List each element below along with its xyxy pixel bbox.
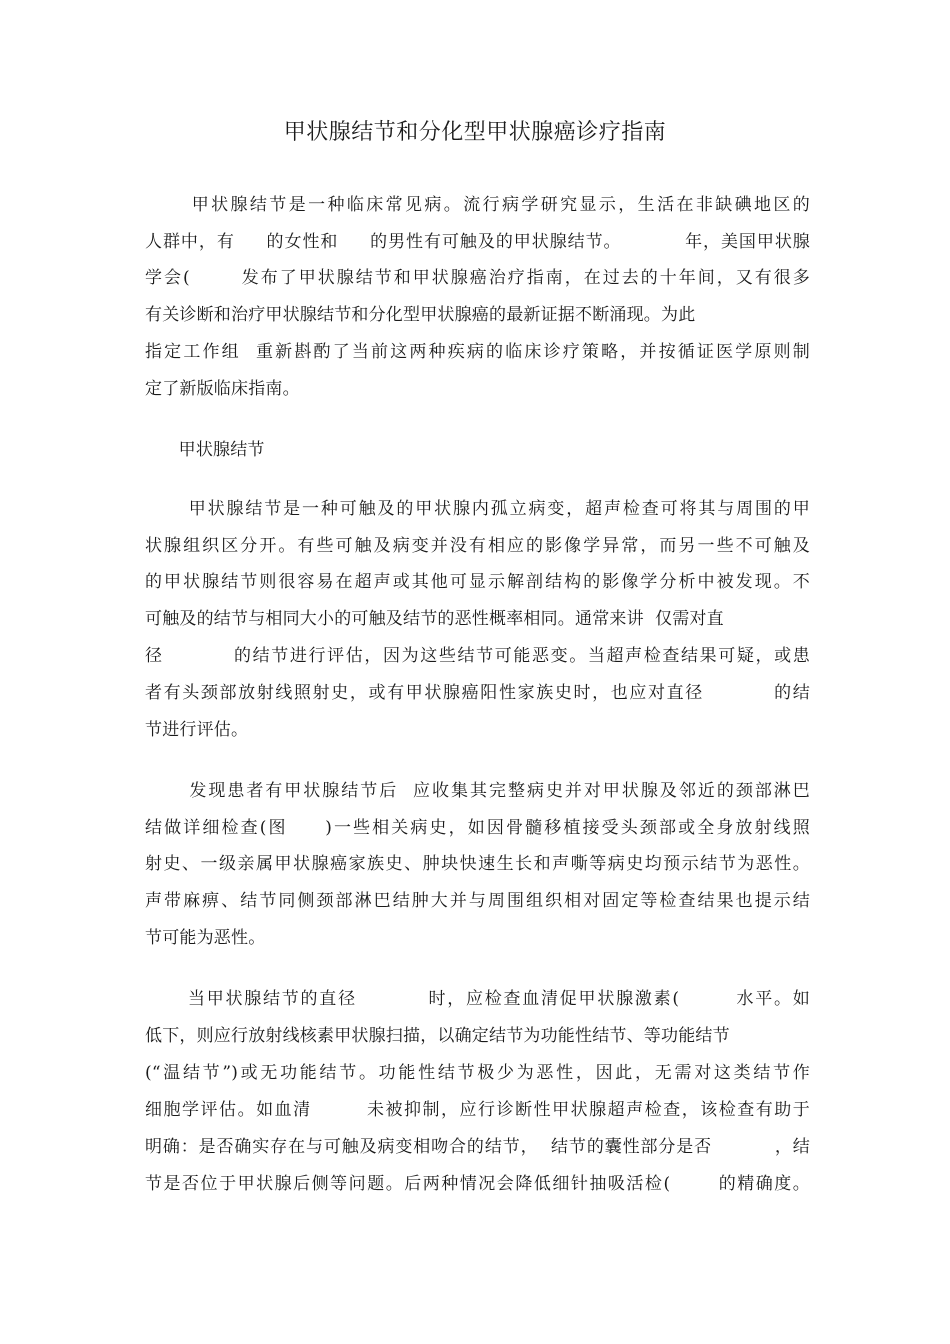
paragraph-line: 结做详细检查(图 )一些相关病史，如因骨髓移植接受头颈部或全身放射线照 <box>145 818 810 838</box>
paragraph-line: 指定工作组 重新斟酌了当前这两种疾病的临床诊疗策略，并按循证医学原则制 <box>145 342 810 362</box>
section-heading: 甲状腺结节 <box>145 440 265 460</box>
paragraph-line: 明确：是否确实存在与可触及病变相吻合的结节， 结节的囊性部分是否 ，结 <box>145 1137 810 1157</box>
paragraph-line: 可触及的结节与相同大小的可触及结节的恶性概率相同。通常来讲 仅需对直 <box>145 609 724 629</box>
paragraph-line: 人群中，有 的女性和 的男性有可触及的甲状腺结节。 年，美国甲状腺 <box>145 232 810 252</box>
paragraph-line: 节可能为恶性。 <box>145 928 266 948</box>
paragraph-line: (“温结节”)或无功能结节。功能性结节极少为恶性，因此，无需对这类结节作 <box>145 1063 810 1083</box>
paragraph-line: 细胞学评估。如血清 未被抑制，应行诊断性甲状腺超声检查，该检查有助于 <box>145 1100 810 1120</box>
paragraph-line: 射史、一级亲属甲状腺癌家族史、肿块快速生长和声嘶等病史均预示结节为恶性。 <box>145 854 810 874</box>
page-title: 甲状腺结节和分化型甲状腺癌诊疗指南 <box>283 120 667 145</box>
paragraph-line: 者有头颈部放射线照射史，或有甲状腺癌阳性家族史时，也应对直径 的结 <box>145 683 810 703</box>
paragraph-line: 节是否位于甲状腺后侧等问题。后两种情况会降低细针抽吸活检( 的精确度。 <box>145 1174 810 1194</box>
paragraph-line: 声带麻痹、结节同侧颈部淋巴结肿大并与周围组织相对固定等检查结果也提示结 <box>145 891 810 911</box>
paragraph-line: 状腺组织区分开。有些可触及病变并没有相应的影像学异常，而另一些不可触及 <box>145 536 810 556</box>
paragraph-line: 学会( 发布了甲状腺结节和甲状腺癌治疗指南，在过去的十年间，又有很多 <box>145 268 810 288</box>
paragraph-line: 径 的结节进行评估，因为这些结节可能恶变。当超声检查结果可疑，或患 <box>145 646 810 666</box>
paragraph-line: 的甲状腺结节则很容易在超声或其他可显示解剖结构的影像学分析中被发现。不 <box>145 572 810 592</box>
paragraph-line: 甲状腺结节是一种临床常见病。流行病学研究显示，生活在非缺碘地区的 <box>145 195 810 215</box>
paragraph-line: 有关诊断和治疗甲状腺结节和分化型甲状腺癌的最新证据不断涌现。为此 <box>145 305 696 325</box>
paragraph-line: 当甲状腺结节的直径 时，应检查血清促甲状腺激素( 水平。如 <box>145 989 810 1009</box>
paragraph-line: 定了新版临床指南。 <box>145 379 300 399</box>
paragraph-line: 低下，则应行放射线核素甲状腺扫描，以确定结节为功能性结节、等功能结节 <box>145 1026 730 1046</box>
paragraph-line: 节进行评估。 <box>145 720 249 740</box>
paragraph-line: 发现患者有甲状腺结节后 应收集其完整病史并对甲状腺及邻近的颈部淋巴 <box>145 781 810 801</box>
paragraph-line: 甲状腺结节是一种可触及的甲状腺内孤立病变，超声检查可将其与周围的甲 <box>145 499 810 519</box>
